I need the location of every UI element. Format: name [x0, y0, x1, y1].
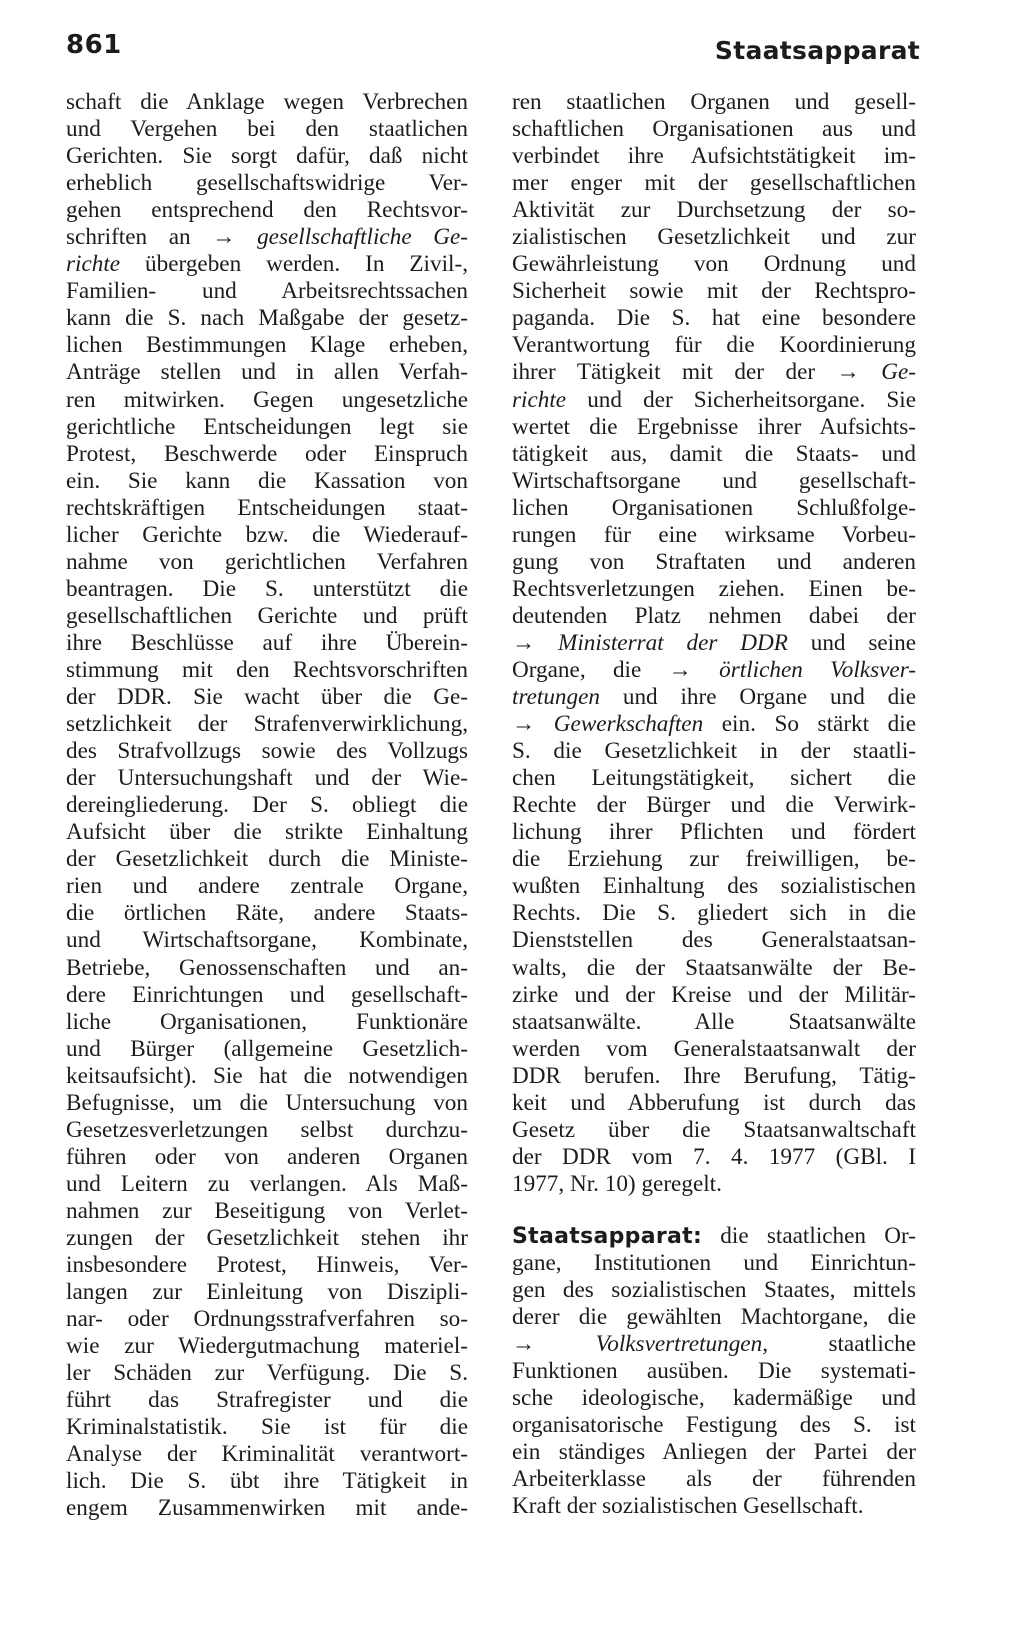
text-line [512, 278, 916, 305]
line-text: und ihre Organe und die [600, 684, 916, 711]
text-line [512, 1331, 916, 1358]
line-text: gehen entsprechend den Rechtsvor- [66, 197, 468, 224]
text-line [512, 684, 916, 711]
text-line [66, 1225, 468, 1252]
text-line [66, 576, 468, 603]
line-text: wertet die Ergebnisse ihrer Aufsichts- [512, 413, 916, 440]
line-text: Aufsicht über die strikte Einhaltung [66, 819, 468, 846]
text-line [66, 684, 468, 711]
text-line [66, 738, 468, 765]
line-text: Protest, Beschwerde oder Einspruch [66, 440, 468, 467]
line-text: übergeben werden. In Zivil-, [120, 251, 468, 278]
line-text: Rechts. Die S. gliedert sich in die [512, 900, 916, 927]
line-text: staatsanwälte. Alle Staatsanwälte [512, 1008, 916, 1035]
line-text: zirke und der Kreise und der Militär- [512, 981, 916, 1008]
text-line [512, 468, 916, 495]
text-line [512, 630, 916, 657]
line-text: Betriebe, Genossenschaften und an- [66, 954, 468, 981]
text-line [512, 1063, 916, 1090]
page-number: 861 [66, 30, 122, 60]
text-line [66, 441, 468, 468]
left-column [66, 89, 468, 1522]
text-line [66, 251, 468, 278]
cross-reference-link[interactable]: Gewerkschaften [535, 711, 704, 738]
text-line [512, 982, 916, 1009]
line-text: nahme von gerichtlichen Verfahren [66, 548, 468, 575]
cross-reference-link[interactable]: richte [66, 251, 121, 278]
text-line [66, 1090, 468, 1117]
text-line [512, 143, 916, 170]
text-line [66, 1252, 468, 1279]
text-line [66, 197, 468, 224]
line-text: ren mitwirken. Gegen ungesetzliche [66, 386, 468, 413]
line-text: derer die gewählten Machtorgane, die [512, 1304, 916, 1331]
text-line [66, 143, 468, 170]
line-text: und Vergehen bei den staatlichen [66, 116, 468, 143]
line-text: Befugnisse, um die Untersuchung von [66, 1089, 468, 1116]
text-line [66, 1009, 468, 1036]
text-line [512, 576, 916, 603]
line-text: paganda. Die S. hat eine besondere [512, 305, 916, 332]
line-text: tätigkeit aus, damit die Staats- und [512, 440, 916, 467]
text-line [512, 1009, 916, 1036]
text-line [66, 1306, 468, 1333]
line-text: der Gesetzlichkeit durch die Ministe- [66, 846, 468, 873]
cross-reference-arrow-icon[interactable]: → [512, 629, 536, 656]
running-head: Staatsapparat [714, 36, 920, 65]
text-line [512, 792, 916, 819]
text-line [512, 1493, 916, 1520]
line-text: Gesetzesverletzungen selbst durchzu- [66, 1116, 468, 1143]
cross-reference-link[interactable]: Ge- [859, 359, 916, 386]
line-text: schriften an [66, 224, 213, 251]
text-line [512, 1304, 916, 1331]
text-line [512, 522, 916, 549]
line-text: Rechte der Bürger und die Verwirk- [512, 792, 916, 819]
line-text: 1977, Nr. 10) geregelt. [512, 1170, 722, 1197]
text-line [66, 982, 468, 1009]
text-line [66, 846, 468, 873]
line-text: des Strafvollzugs sowie des Vollzugs [66, 738, 468, 765]
text-line [66, 116, 468, 143]
line-text: ein ständiges Anliegen der Partei der [512, 1439, 916, 1466]
entry-staatsapparat [512, 1223, 916, 1521]
text-line [512, 224, 916, 251]
line-text: nar- oder Ordnungsstrafverfahren so- [66, 1306, 468, 1333]
line-text: staatliche [768, 1331, 916, 1358]
cross-reference-link[interactable]: Volksvertretungen, [535, 1331, 768, 1358]
line-text: Familien- und Arbeitsrechtssachen [66, 278, 468, 305]
line-text: verbindet ihre Aufsichtstätigkeit im- [512, 143, 916, 170]
line-text: dereingliederung. Der S. obliegt die [66, 792, 468, 819]
text-line [66, 1387, 468, 1414]
entry-gap [512, 1198, 916, 1223]
text-line [512, 1036, 916, 1063]
line-text: die Erziehung zur freiwilligen, be- [512, 846, 916, 873]
text-line [512, 1090, 916, 1117]
text-line [66, 1414, 468, 1441]
line-text: nahmen zur Beseitigung von Verlet- [66, 1197, 468, 1224]
line-text: werden vom Generalstaatsanwalt der [512, 1035, 916, 1062]
text-line [66, 1441, 468, 1468]
line-text: Analyse der Kriminalität verantwort- [66, 1441, 468, 1468]
text-line [512, 197, 916, 224]
line-text: gerichtliche Entscheidungen legt sie [66, 413, 468, 440]
cross-reference-link[interactable]: gesellschaftliche Ge- [235, 224, 468, 251]
line-text: ein. So stärkt die [703, 711, 916, 738]
entry-staatsanwaltschaft-continued [512, 89, 916, 1198]
line-text: dere Einrichtungen und gesellschaft- [66, 981, 468, 1008]
line-text: Gewährleistung von Ordnung und [512, 251, 916, 278]
line-text: rechtskräftigen Entscheidungen staat- [66, 494, 468, 521]
text-line [66, 89, 468, 116]
line-text: Aktivität zur Durchsetzung der so- [512, 197, 916, 224]
line-text: stimmung mit den Rechtsvorschriften [66, 656, 468, 683]
line-text: Anträge stellen und in allen Verfah- [66, 359, 468, 386]
line-text: rungen für eine wirksame Vorbeu- [512, 521, 916, 548]
text-line [512, 441, 916, 468]
text-line [66, 630, 468, 657]
cross-reference-arrow-icon[interactable]: → [512, 1331, 536, 1358]
text-line [66, 765, 468, 792]
text-line [512, 1117, 916, 1144]
line-text: führt das Strafregister und die [66, 1387, 468, 1414]
text-line [66, 332, 468, 359]
text-line [512, 89, 916, 116]
line-text: gesellschaftlichen Gerichte und prüft [66, 602, 468, 629]
line-text: walts, die der Staatsanwälte der Be- [512, 954, 916, 981]
line-text: wie zur Wiedergutmachung materiel- [66, 1333, 468, 1360]
text-line [66, 1495, 468, 1522]
line-text: lichen Bestimmungen Klage erheben, [66, 332, 468, 359]
text-line [512, 900, 916, 927]
text-line [66, 1117, 468, 1144]
text-line [66, 278, 468, 305]
text-line [66, 414, 468, 441]
cross-reference-link[interactable]: örtlichen Volksver- [691, 656, 916, 683]
text-line [66, 1360, 468, 1387]
text-line [512, 359, 916, 386]
text-line [512, 603, 916, 630]
text-line [66, 1036, 468, 1063]
text-line [512, 1171, 916, 1198]
line-text: organisatorische Festigung des S. ist [512, 1412, 916, 1439]
line-text: langen zur Einleitung von Diszipli- [66, 1279, 468, 1306]
text-line [66, 495, 468, 522]
text-line [512, 116, 916, 143]
line-text: gen des sozialistischen Staates, mittels [512, 1277, 916, 1304]
text-line [512, 955, 916, 982]
text-line [512, 495, 916, 522]
line-text: Funktionen ausüben. Die systemati- [512, 1358, 916, 1385]
text-line [66, 1144, 468, 1171]
text-line [66, 522, 468, 549]
text-line [66, 224, 468, 251]
line-text: insbesondere Protest, Hinweis, Ver- [66, 1252, 468, 1279]
line-text: ihre Beschlüsse auf ihre Überein- [66, 629, 468, 656]
text-line [66, 305, 468, 332]
text-line [66, 170, 468, 197]
text-line [66, 900, 468, 927]
line-text: führen oder von anderen Organen [66, 1143, 468, 1170]
line-text: Kraft der sozialistischen Gesellschaft. [512, 1493, 864, 1520]
line-text: und Bürger (allgemeine Gesetzlich- [66, 1035, 468, 1062]
text-line [66, 1468, 468, 1495]
text-line [512, 387, 916, 414]
text-line [512, 305, 916, 332]
text-line [66, 359, 468, 386]
line-text: keitsaufsicht). Sie hat die notwendigen [66, 1062, 468, 1089]
line-text: mer enger mit der gesellschaftlichen [512, 170, 916, 197]
line-text: schaft die Anklage wegen Verbrechen [66, 89, 468, 115]
line-text: beantragen. Die S. unterstützt die [66, 575, 468, 602]
text-line [66, 468, 468, 495]
line-text: Verantwortung für die Koordinierung [512, 332, 916, 359]
text-line [66, 603, 468, 630]
line-text: Gesetz über die Staatsanwaltschaft [512, 1116, 916, 1143]
line-text: Sicherheit sowie mit der Rechtspro- [512, 278, 916, 305]
line-text: Wirtschaftsorgane und gesellschaft- [512, 467, 916, 494]
line-text: Organe, die [512, 656, 669, 683]
text-line [66, 1333, 468, 1360]
text-line [512, 1358, 916, 1385]
line-text: der Untersuchungshaft und der Wie- [66, 765, 468, 792]
right-column [512, 89, 916, 1520]
line-text: kann die S. nach Maßgabe der gesetz- [66, 305, 468, 332]
line-text: setzlichkeit der Strafenverwirklichung, [66, 711, 468, 738]
line-text: gung von Straftaten und anderen [512, 548, 916, 575]
line-text: und der Sicherheitsorgane. Sie [566, 386, 916, 413]
cross-reference-link[interactable]: tretungen [512, 684, 601, 711]
text-line [66, 711, 468, 738]
text-line [66, 873, 468, 900]
line-text: der DDR. Sie wacht über die Ge- [66, 684, 468, 711]
line-text: zungen der Gesetzlichkeit stehen ihr [66, 1224, 468, 1251]
line-text: schaftlichen Organisationen aus und [512, 116, 916, 143]
line-text: ein. Sie kann die Kassation von [66, 467, 468, 494]
text-line [512, 414, 916, 441]
line-text: deutenden Platz nehmen dabei der [512, 602, 916, 629]
text-line [512, 1412, 916, 1439]
line-text: engem Zusammenwirken mit ande- [66, 1495, 468, 1522]
text-line [512, 738, 916, 765]
cross-reference-arrow-icon[interactable]: → [512, 711, 536, 738]
text-line [512, 1144, 916, 1171]
text-line [512, 711, 916, 738]
text-line [66, 657, 468, 684]
cross-reference-link[interactable]: Ministerrat der DDR [535, 629, 788, 656]
line-text: Rechtsverletzungen ziehen. Einen be- [512, 575, 916, 602]
text-line [66, 927, 468, 954]
line-text: ren staatlichen Organen und gesell- [512, 89, 916, 115]
line-text: erheblich gesellschaftswidrige Ver- [66, 170, 468, 197]
line-text: lichen Organisationen Schlußfolge- [512, 494, 916, 521]
text-line [512, 1466, 916, 1493]
text-line [512, 1223, 916, 1250]
line-text: liche Organisationen, Funktionäre [66, 1008, 468, 1035]
text-line [512, 819, 916, 846]
line-text: die staatlichen Or- [702, 1222, 916, 1249]
cross-reference-arrow-icon[interactable]: → [668, 656, 692, 683]
text-line [512, 873, 916, 900]
line-text: Kriminalstatistik. Sie ist für die [66, 1414, 468, 1441]
line-text: licher Gerichte bzw. die Wiederauf- [66, 521, 468, 548]
text-line [66, 1171, 468, 1198]
text-line [512, 251, 916, 278]
line-text: wußten Einhaltung des sozialistischen [512, 873, 916, 900]
line-text: und Leitern zu verlangen. Als Maß- [66, 1170, 468, 1197]
cross-reference-arrow-icon[interactable]: → [836, 359, 860, 386]
text-line [512, 549, 916, 576]
text-line [512, 332, 916, 359]
line-text: Gerichten. Sie sorgt dafür, daß nicht [66, 143, 468, 170]
text-line [512, 846, 916, 873]
line-text: S. die Gesetzlichkeit in der staatli- [512, 738, 916, 765]
text-line [66, 1063, 468, 1090]
text-line [512, 1277, 916, 1304]
line-text: ler Schäden zur Verfügung. Die S. [66, 1360, 468, 1387]
text-line [66, 1279, 468, 1306]
text-line [512, 1250, 916, 1277]
text-line [512, 1385, 916, 1412]
line-text: die örtlichen Räte, andere Staats- [66, 900, 468, 927]
cross-reference-arrow-icon[interactable]: → [212, 224, 236, 251]
text-line [512, 765, 916, 792]
text-line [512, 170, 916, 197]
cross-reference-link[interactable]: richte [512, 386, 567, 413]
line-text: zialistischen Gesetzlichkeit und zur [512, 224, 916, 251]
line-text: und seine [787, 629, 916, 656]
line-text: Arbeiterklasse als der führenden [512, 1466, 916, 1493]
line-text: lichung ihrer Pflichten und fördert [512, 819, 916, 846]
line-text: ihrer Tätigkeit mit der der [512, 359, 837, 386]
text-line [512, 657, 916, 684]
line-text: keit und Abberufung ist durch das [512, 1089, 916, 1116]
text-line [66, 549, 468, 576]
text-line [512, 1439, 916, 1466]
line-text: Dienststellen des Generalstaatsan- [512, 927, 916, 954]
line-text: chen Leitungstätigkeit, sichert die [512, 765, 916, 792]
line-text: lich. Die S. übt ihre Tätigkeit in [66, 1468, 468, 1495]
line-text: DDR berufen. Ihre Berufung, Tätig- [512, 1062, 916, 1089]
text-line [66, 1198, 468, 1225]
line-text: gane, Institutionen und Einrichtun- [512, 1249, 916, 1276]
text-line [66, 792, 468, 819]
line-text: sche ideologische, kadermäßige und [512, 1385, 916, 1412]
text-line [66, 819, 468, 846]
entry-headword: Staatsapparat: [512, 1223, 703, 1249]
line-text: der DDR vom 7. 4. 1977 (GBl. I [512, 1143, 916, 1170]
text-line [512, 927, 916, 954]
text-line [66, 955, 468, 982]
line-text: und Wirtschaftsorgane, Kombinate, [66, 927, 468, 954]
line-text: rien und andere zentrale Organe, [66, 873, 468, 900]
text-line [66, 387, 468, 414]
